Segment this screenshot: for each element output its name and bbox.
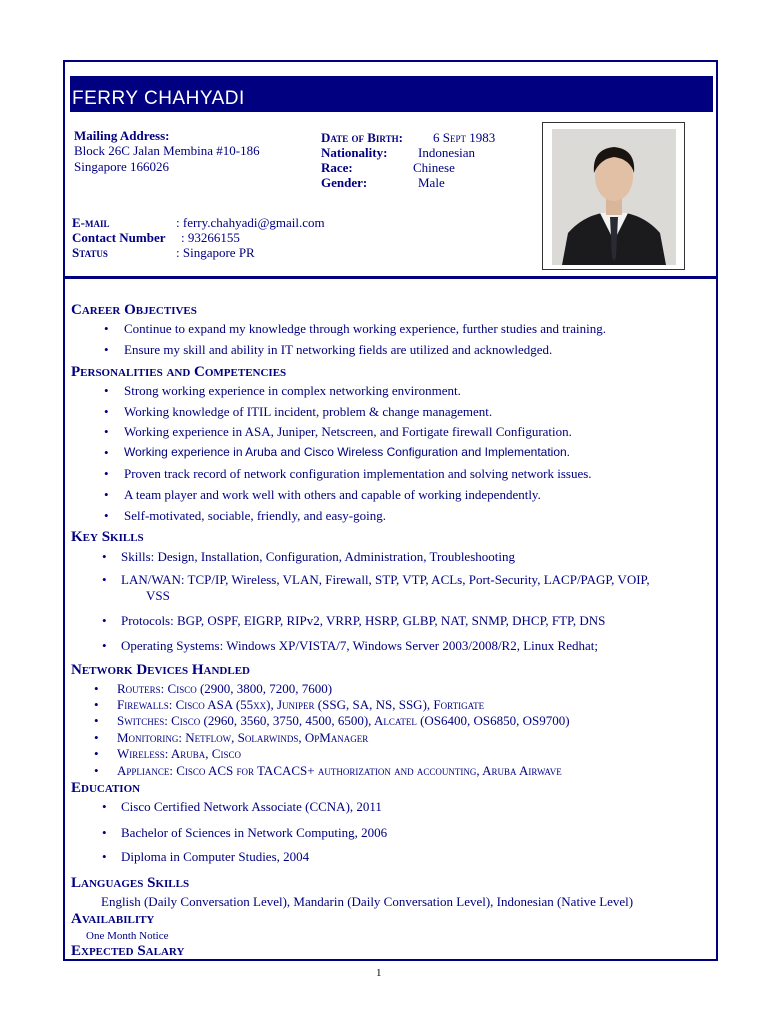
bullet: • <box>102 638 107 653</box>
bullet: • <box>94 713 99 728</box>
skill-item: Operating Systems: Windows XP/VISTA/7, Windows Server 2003/2008/R2, Linux Redhat; <box>121 638 598 653</box>
status-label: Status <box>72 245 108 260</box>
bullet: • <box>102 825 107 840</box>
education-item: Bachelor of Sciences in Network Computing, 2006 <box>121 825 388 840</box>
bullet: • <box>94 730 99 745</box>
device-item: Firewalls: Cisco ASA (55xx), Juniper (SSG, SA, NS, SSG), Fortigate <box>117 697 485 712</box>
career-item: Ensure my skill and ability in IT networking fields are utilized and acknowledged. <box>124 342 553 357</box>
personality-item: Working experience in ASA, Juniper, Netscreen, and Fortigate firewall Configuration. <box>124 424 572 439</box>
portrait-image <box>552 129 676 265</box>
personality-item: Strong working experience in complex networking environment. <box>124 383 461 398</box>
status-value: : Singapore PR <box>176 245 255 260</box>
bullet: • <box>104 487 109 502</box>
dob-label: Date of Birth: <box>321 130 403 145</box>
bullet: • <box>104 508 109 523</box>
bullet: • <box>104 321 109 336</box>
key-skills-heading: Key Skills <box>71 529 144 545</box>
device-item: Appliance: Cisco ACS for TACACS+ authorization and accounting, Aruba Airwave <box>117 763 562 778</box>
career-item: Continue to expand my knowledge through working experience, further studies and training. <box>124 321 606 336</box>
device-item: Routers: Cisco (2900, 3800, 7200, 7600) <box>117 681 333 696</box>
header-divider <box>64 276 717 279</box>
contact-number-label: Contact Number <box>72 230 166 245</box>
personality-item: Self-motivated, sociable, friendly, and easy-going. <box>124 508 386 523</box>
skill-item: Protocols: BGP, OSPF, EIGRP, RIPv2, VRRP, HSRP, GLBP, NAT, SNMP, DHCP, FTP, DNS <box>121 613 606 628</box>
gender-value: Male <box>418 175 445 190</box>
personality-item: Working knowledge of ITIL incident, problem & change management. <box>124 404 493 419</box>
bullet: • <box>94 746 99 761</box>
race-value: Chinese <box>413 160 455 175</box>
languages-heading: Languages Skills <box>71 875 190 891</box>
profile-photo <box>542 122 685 270</box>
contact-number-value: : 93266155 <box>181 230 240 245</box>
availability-heading: Availability <box>71 911 155 927</box>
bullet: • <box>94 697 99 712</box>
bullet: • <box>94 681 99 696</box>
bullet: • <box>102 613 107 628</box>
education-heading: Education <box>71 780 141 796</box>
address-line-2: Singapore 166026 <box>74 159 169 174</box>
email-value: : ferry.chahyadi@gmail.com <box>176 215 325 230</box>
device-item: Switches: Cisco (2960, 3560, 3750, 4500, 6500), Alcatel (OS6400, OS6850, OS9700) <box>117 713 570 728</box>
career-objectives-heading: Career Objectives <box>71 302 197 318</box>
availability-text: One Month Notice <box>86 930 169 942</box>
bullet: • <box>94 763 99 778</box>
bullet: • <box>102 799 107 814</box>
languages-text: English (Daily Conversation Level), Mandarin (Daily Conversation Level), Indonesian (Native Level) <box>101 894 634 909</box>
skill-item: LAN/WAN: TCP/IP, Wireless, VLAN, Firewall, STP, VTP, ACLs, Port-Security, LACP/PAGP, VOIP, <box>121 572 650 587</box>
page-number: 1 <box>376 967 382 979</box>
device-item: Wireless: Aruba, Cisco <box>117 746 241 761</box>
dob-value: 6 Sept 1983 <box>433 130 496 145</box>
skill-item: Skills: Design, Installation, Configuration, Administration, Troubleshooting <box>121 549 515 564</box>
bullet: • <box>102 849 107 864</box>
personality-item: Proven track record of network configuration implementation and solving network issues. <box>124 466 592 481</box>
email-label: E-mail <box>72 215 110 230</box>
bullet: • <box>104 424 109 439</box>
education-item: Cisco Certified Network Associate (CCNA), 2011 <box>121 799 382 814</box>
personalities-heading: Personalities and Competencies <box>71 364 287 380</box>
bullet: • <box>102 572 107 587</box>
bullet: • <box>104 466 109 481</box>
address-line-1: Block 26C Jalan Membina #10-186 <box>74 143 260 158</box>
bullet: • <box>104 445 109 460</box>
nationality-label: Nationality: <box>321 145 388 160</box>
skill-item-continuation: VSS <box>146 588 170 603</box>
name-header: FERRY CHAHYADI <box>70 76 713 112</box>
bullet: • <box>104 342 109 357</box>
gender-label: Gender: <box>321 175 368 190</box>
personality-item: A team player and work well with others and capable of working independently. <box>124 487 541 502</box>
nationality-value: Indonesian <box>418 145 476 160</box>
personality-item: Working experience in Aruba and Cisco Wireless Configuration and Implementation. <box>124 445 571 459</box>
education-item: Diploma in Computer Studies, 2004 <box>121 849 310 864</box>
expected-salary-heading: Expected Salary <box>71 943 185 959</box>
mailing-address-label: Mailing Address: <box>74 128 170 143</box>
device-item: Monitoring: Netflow, Solarwinds, OpManager <box>117 730 369 745</box>
network-devices-heading: Network Devices Handled <box>71 662 250 678</box>
race-label: Race: <box>321 160 353 175</box>
bullet: • <box>104 383 109 398</box>
bullet: • <box>102 549 107 564</box>
bullet: • <box>104 404 109 419</box>
